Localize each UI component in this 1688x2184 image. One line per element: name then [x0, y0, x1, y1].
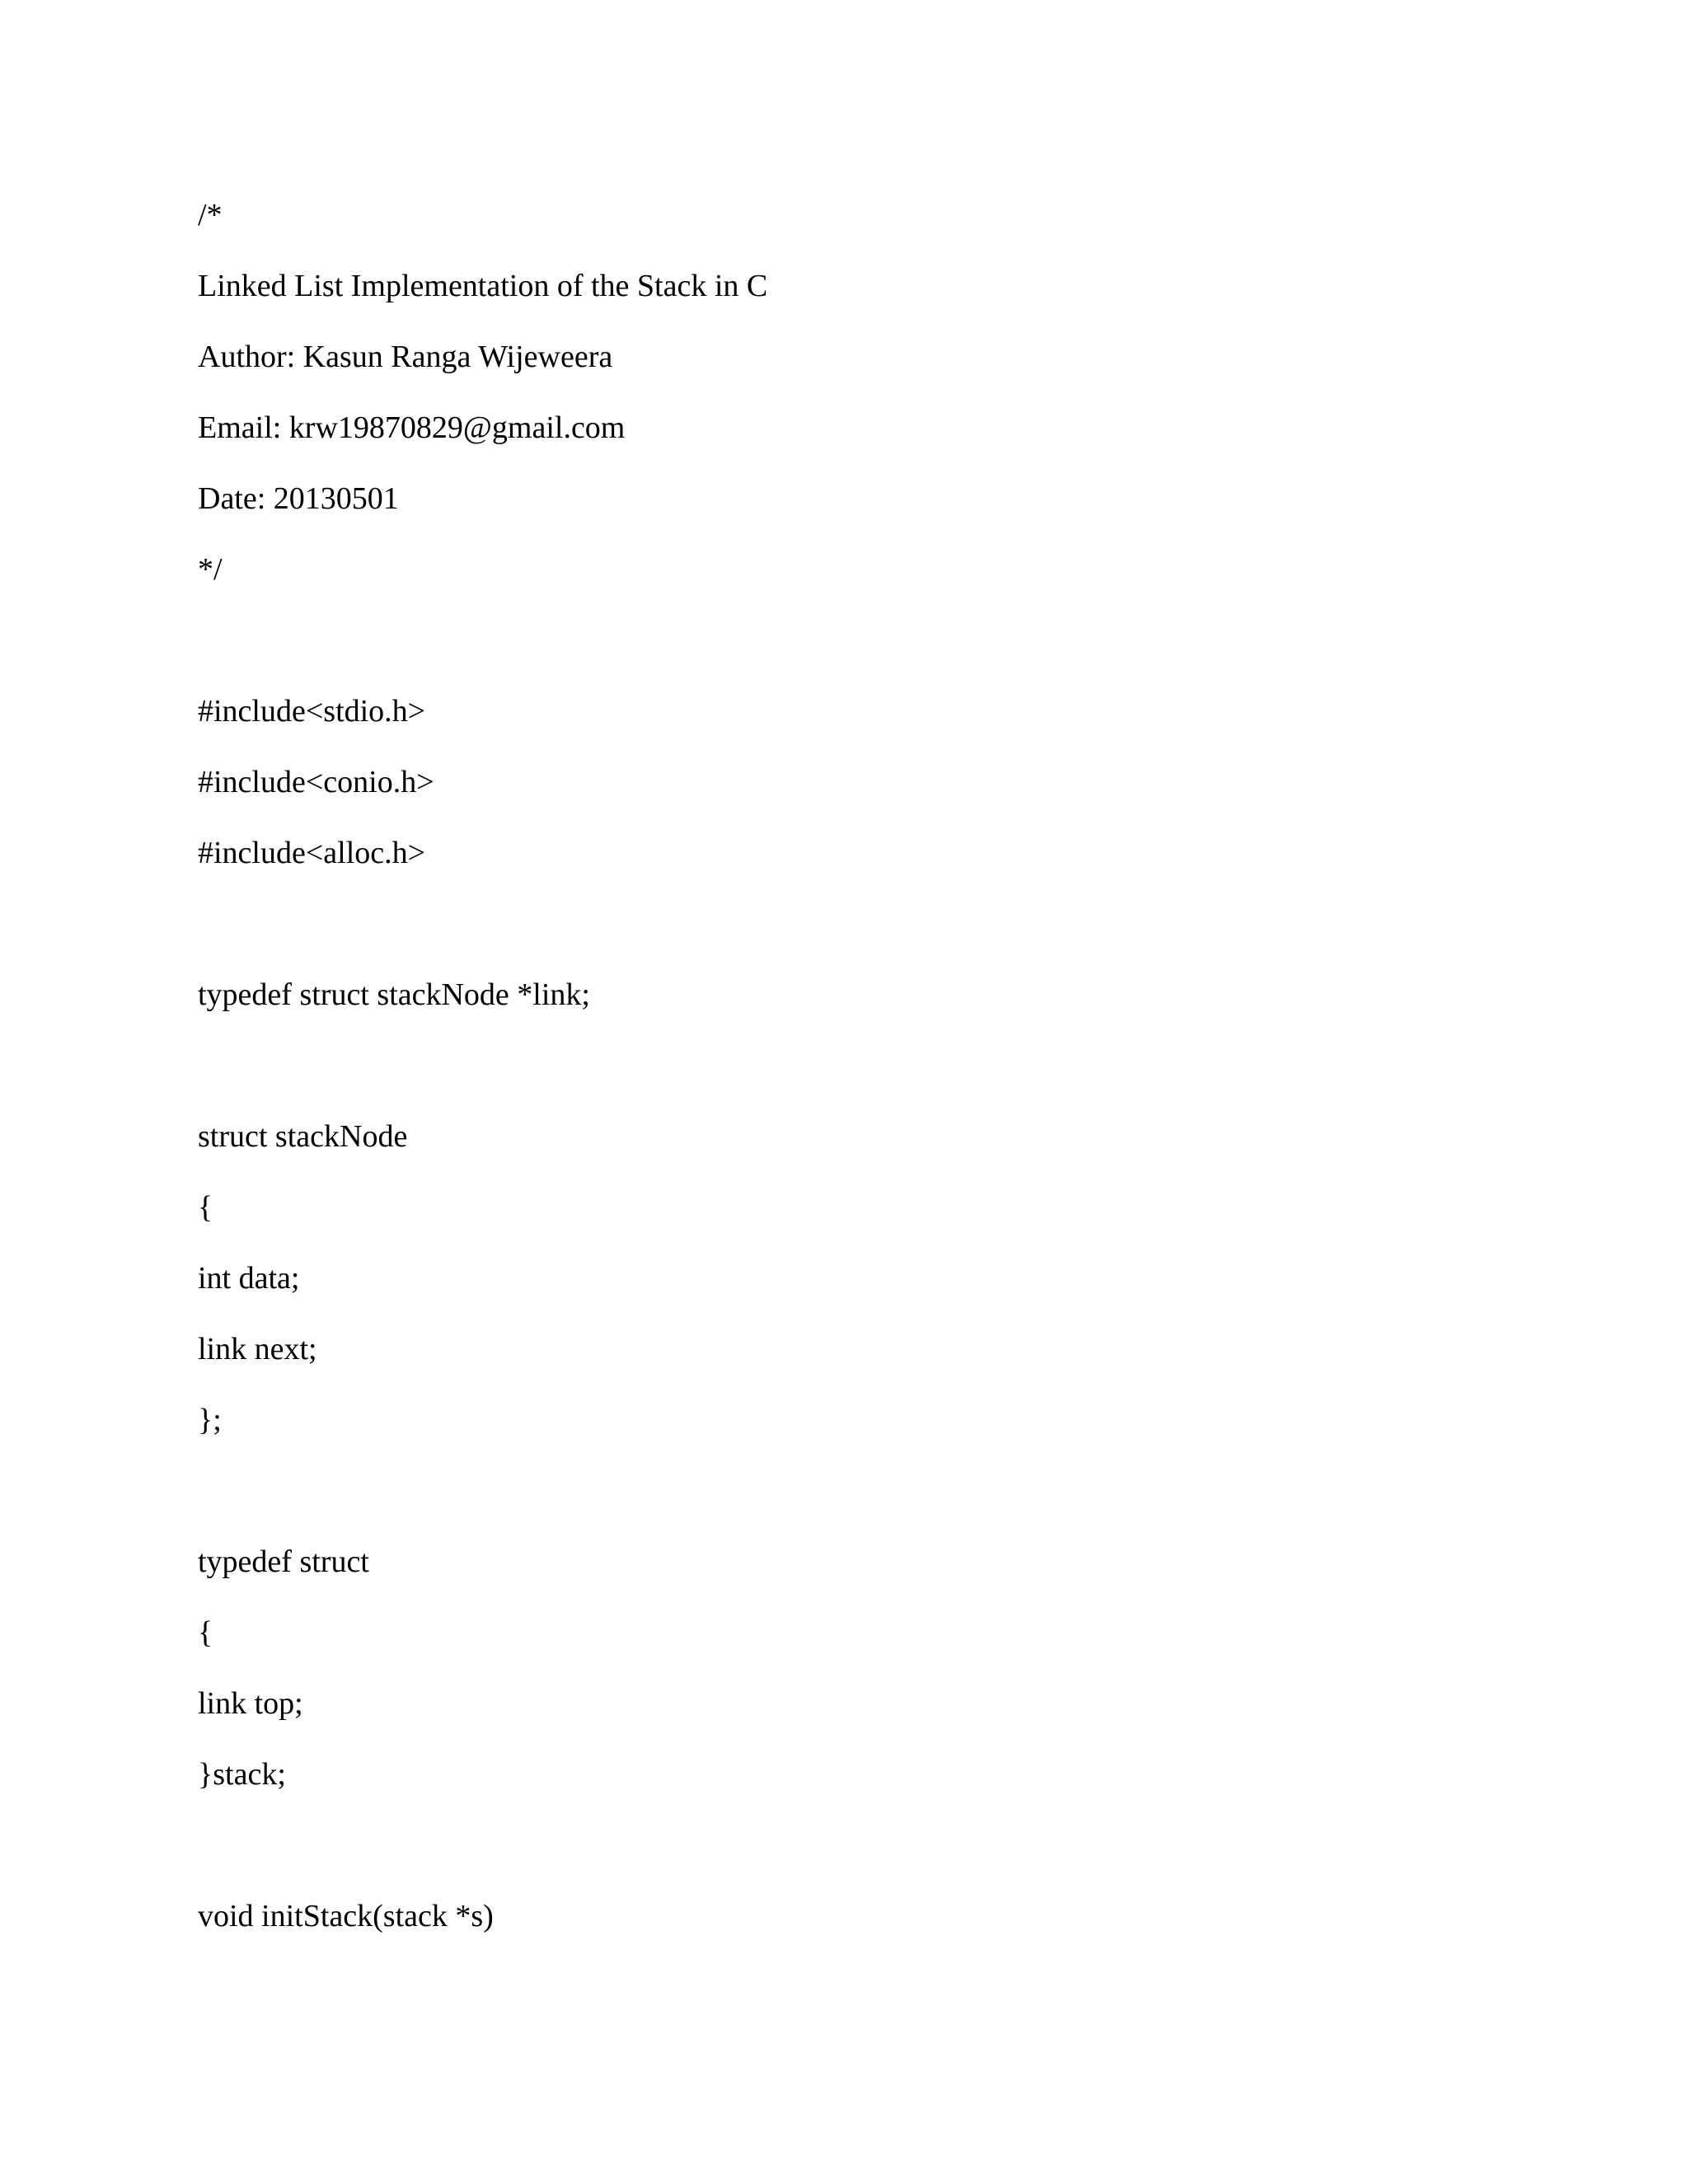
open-brace: { [198, 1190, 213, 1225]
include-alloc: #include<alloc.h> [198, 836, 426, 870]
email-line: Email: krw19870829@gmail.com [198, 410, 626, 445]
field-next: link next; [198, 1332, 317, 1366]
author-line: Author: Kasun Ranga Wijeweera [198, 340, 613, 374]
open-brace: { [198, 1615, 213, 1650]
close-brace-stack: }stack; [198, 1757, 286, 1792]
init-stack-signature: void initStack(stack *s) [198, 1899, 494, 1933]
date-line: Date: 20130501 [198, 481, 399, 516]
include-conio: #include<conio.h> [198, 765, 434, 799]
typedef-struct: typedef struct [198, 1544, 369, 1579]
document-title: Linked List Implementation of the Stack in C [198, 269, 768, 303]
field-top: link top; [198, 1686, 303, 1721]
close-brace: }; [198, 1403, 222, 1437]
comment-open: /* [198, 198, 223, 232]
comment-close: */ [198, 552, 223, 587]
include-stdio: #include<stdio.h> [198, 694, 426, 729]
struct-stacknode-decl: struct stackNode [198, 1119, 408, 1154]
field-data: int data; [198, 1261, 300, 1296]
typedef-link: typedef struct stackNode *link; [198, 977, 590, 1012]
